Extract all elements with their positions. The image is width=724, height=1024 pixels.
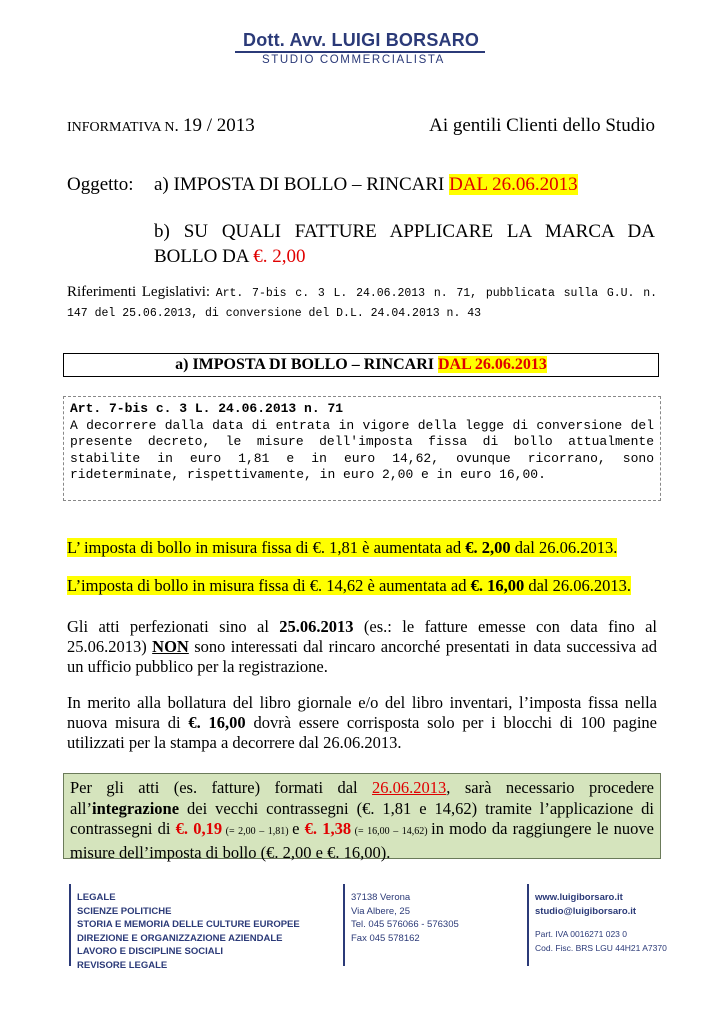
note-text-4: e [292, 819, 305, 838]
subject-b [154, 219, 655, 269]
website-link[interactable]: www.luigiborsaro.it [535, 892, 623, 903]
p3-non: NON [152, 637, 189, 656]
address-line: 37138 Verona [351, 892, 411, 903]
practice-area: REVISORE LEGALE [77, 959, 168, 971]
p4-text: In merito alla bollatura del libro giornale e/o del libro inventari, l’imposta fissa nella nuova misura di [67, 693, 657, 732]
article-title: Art. 7-bis c. 3 L. 24.06.2013 n. 71 [70, 401, 344, 416]
p3-date: 25.06.2013 [279, 617, 354, 636]
p3-tail: sono interessati dal rincaro ancorché presentati in data successiva ad un ufficio pubblico per la registrazione. [67, 637, 657, 676]
studio-subtitle: STUDIO COMMERCIALISTA [262, 54, 445, 66]
legal-references-text: Art. 7-bis c. 3 L. 24.06.2013 n. 71, pubblicata sulla G.U. n. 147 del 25.06.2013, di conversione del D.L. 24.04.2013 n. 43 [67, 287, 658, 320]
informativa-label: INFORMATIVA N [67, 120, 175, 135]
legal-references-label: Riferimenti Legislativi: [67, 284, 211, 300]
informativa-value: 19 / 2013 [182, 115, 255, 136]
footer-practice-areas [77, 891, 300, 972]
article-quote [63, 396, 661, 501]
note-text-2: , sarà necessario procedere all’ [70, 778, 654, 818]
subject-a-text: a) IMPOSTA DI BOLLO – RINCARI [154, 174, 450, 195]
practice-area: LAVORO E DISCIPLINE SOCIALI [77, 946, 224, 957]
subject-b-text: b) SU QUALI FATTURE APPLICARE LA MARCA DA BOLLO DA [154, 221, 655, 267]
subject-a-date: DAL 26.06.2013 [449, 174, 578, 195]
fax-line: Fax 045 578162 [351, 932, 420, 944]
p2-text: L’imposta di bollo in misura fissa di €. 14,62 è aumentata ad [67, 576, 471, 595]
integration-note [63, 773, 661, 862]
footer-divider [343, 884, 345, 966]
email-link[interactable]: studio@luigiborsaro.it [535, 905, 637, 917]
paragraph-increase-2 [67, 538, 657, 558]
footer-divider [527, 884, 529, 966]
note-date: 26.06.2013 [372, 778, 447, 797]
p1-amount: €. 2,00 [465, 538, 511, 557]
informativa-number [67, 115, 255, 137]
note-text-5: in modo da raggiungere le nuove misure dell’imposta di bollo (€. 2,00 e €. 16,00). [70, 819, 655, 862]
p2-tail: dal 26.06.2013. [524, 576, 631, 595]
article-body: A decorrere dalla data di entrata in vigore della legge di conversione del presente decreto, le misure dell'imposta fissa di bollo attualmente stabilite in euro 1,81 e in euro 14,62, ovunque ricorrano, sono rideterminate, rispettivamente, in euro 2,00 e in euro 16,00. [70, 417, 654, 482]
studio-name: Dott. Avv. LUIGI BORSARO [243, 30, 480, 50]
subject-a [154, 174, 578, 196]
note-text-3: dei vecchi contrassegni (€. 1,81 e 14,62) tramite l’applicazione di contrassegni di [70, 798, 654, 838]
practice-area: SCIENZE POLITICHE [77, 905, 172, 917]
phone-line: Tel. 045 576066 - 576305 [351, 919, 459, 930]
subject-b-amount: €. 2,00 [253, 246, 306, 267]
p3-text: Gli atti perfezionati sino al [67, 617, 280, 636]
address-line: Via Albere, 25 [351, 905, 410, 917]
legal-references [67, 283, 657, 323]
section-a-text: a) IMPOSTA DI BOLLO – RINCARI [175, 356, 438, 373]
p4-amount: €. 16,00 [188, 713, 246, 732]
note-amount-2: €. 1,38 [304, 819, 352, 838]
note-text-1: Per gli atti (es. fatture) formati dal [70, 778, 373, 797]
oggetto-label: Oggetto: [67, 174, 134, 195]
paragraph-increase-16 [67, 576, 657, 596]
informativa-row [67, 115, 655, 137]
p1-tail: dal 26.06.2013. [510, 538, 618, 557]
practice-area: LEGALE [77, 892, 116, 903]
footer-address [351, 891, 459, 945]
header-rule [235, 51, 485, 53]
footer-divider [69, 884, 71, 966]
footer-contacts [535, 891, 667, 955]
paragraph-libro-giornale [67, 693, 657, 753]
section-a-date: DAL 26.06.2013 [437, 356, 547, 373]
note-calc-1: (= 2,00 – 1,81) [222, 826, 293, 837]
recipients: Ai gentili Clienti dello Studio [429, 115, 655, 136]
paragraph-acts-before [67, 617, 657, 677]
vat-number: Part. IVA 0016271 023 0 [535, 929, 627, 939]
note-calc-2: (= 16,00 – 14,62) [351, 826, 432, 837]
informativa-dot: . [174, 116, 183, 135]
p1-text: L’ imposta di bollo in misura fissa di €. 1,81 è aumentata ad [67, 538, 466, 557]
note-amount-1: €. 0,19 [175, 819, 223, 838]
practice-area: DIREZIONE E ORGANIZZAZIONE AZIENDALE [77, 932, 283, 944]
p3-mid: (es.: le fatture emesse con data fino al 25.06.2013) [67, 617, 657, 656]
section-a-title [63, 353, 659, 377]
practice-area: STORIA E MEMORIA DELLE CULTURE EUROPEE [77, 919, 300, 930]
p4-tail: dovrà essere corrisposta solo per i blocchi di 100 pagine utilizzati per la stampa a decorrere dal 26.06.2013. [67, 713, 658, 752]
p2-amount: €. 16,00 [470, 576, 525, 595]
tax-code: Cod. Fisc. BRS LGU 44H21 A7370 [535, 942, 667, 953]
note-integrazione: integrazione [92, 798, 180, 818]
